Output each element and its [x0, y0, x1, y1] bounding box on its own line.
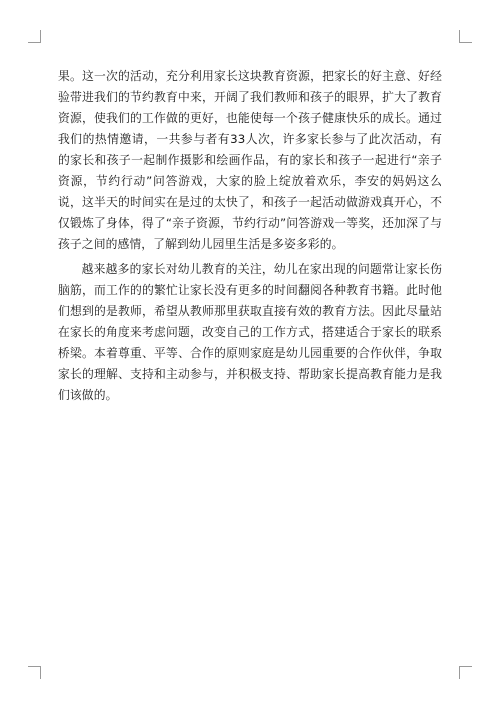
crop-mark-bottom-right [459, 666, 472, 679]
crop-mark-top-left [28, 30, 41, 43]
document-body [58, 66, 442, 406]
crop-mark-top-right [459, 30, 472, 43]
paragraph-2: 越来越多的家长对幼儿教育的关注，幼儿在家出现的问题常让家长伤脑筋，而工作的的繁忙让家长没有更多的时间翻阅各种教育书籍。此时他们想到的是教师，希望从教师那里获取直接有效的教育方法。因此尽量站在家长的角度来考虑问题，改变自己的工作方式，搭建适合于家长的联系桥梁。本着尊重、平等、合作的原则家庭是幼儿园重要的合作伙伴，争取家长的理解、支持和主动参与，并积极支持、帮助家长提高教育能力是我们该做的。 [58, 262, 442, 402]
paragraph-1: 果。这一次的活动，充分利用家长这块教育资源，把家长的好主意、好经验带进我们的节约教育中来，开阔了我们教师和孩子的眼界，扩大了教育资源，使我们的工作做的更好，也能使每一个孩子健康快乐的成长。通过我们的热情邀请，一共参与者有33人次，许多家长参与了此次活动，有的家长和孩子一起制作摄影和绘画作品，有的家长和孩子一起进行“亲子资源，节约行动”问答游戏，大家的脸上绽放着欢乐，李安的妈妈这么说，这半天的时间实在是过的太快了，和孩子一起活动做游戏真开心，不仅锻炼了身体，得了“亲子资源，节约行动”问答游戏一等奖，还加深了与孩子之间的感情，了解到幼儿园里生活是多姿多彩的。 [58, 69, 442, 251]
crop-mark-bottom-left [28, 666, 41, 679]
